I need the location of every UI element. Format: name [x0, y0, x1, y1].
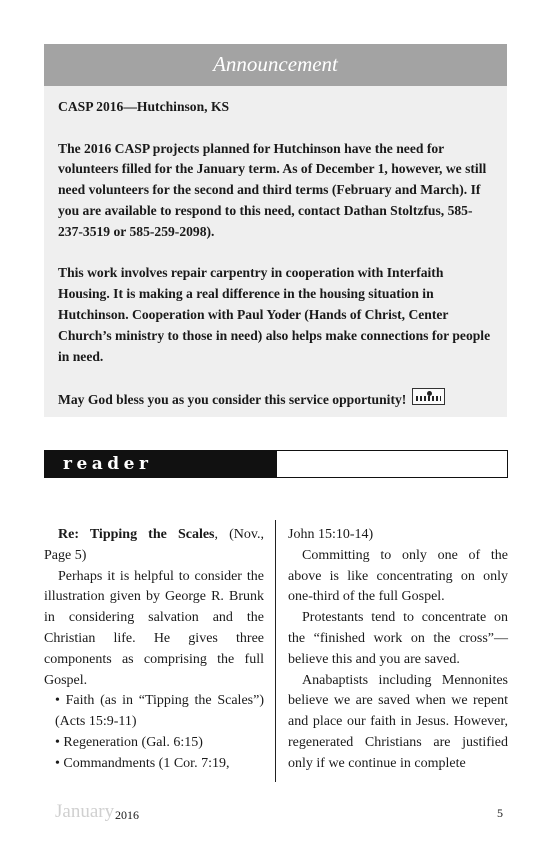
response-paragraph: Perhaps it is helpful to consider the illustration given by George R. Brunk in considering salvation and the Christian life. He gives three components as comprising the full Gospel. [44, 568, 264, 688]
reader-response-label: reader response [45, 451, 277, 477]
response-reference [44, 525, 264, 567]
announcement-closing-text: May God bless you as you consider this service opportunity! [58, 392, 407, 408]
response-source: , (Nov., Page 5) [44, 527, 264, 563]
announcement-paragraph: This work involves repair carpentry in cooperation with Interfaith Housing. It is making a real difference in the housing situation in Hutchinson. Cooperation with Paul Yoder (Hands of Christ, Center Church’s ministry to those in need) also helps make connections for people in need. [58, 265, 491, 364]
announcement-paragraph: The 2016 CASP projects planned for Hutchinson have the need for volunteers filled for the January term. As of December 1, however, we still need volunteers for the second and third terms (February and March). If you are available to respond to this need, contact Dathan Stoltzfus, 585-237-3519 or 585-259-2098). [58, 140, 487, 239]
response-bullet: • Commandments (1 Cor. 7:19, [55, 755, 230, 771]
landscape-icon [412, 388, 445, 405]
column-left [44, 525, 264, 775]
response-paragraph: Committing to only one of the above is like concentrating on only one-third of the full Gospel. [288, 547, 508, 605]
reader-response-bar [44, 450, 508, 500]
response-paragraph: Anabaptists including Mennonites believe we are saved when we repent and place our faith in Jesus. However, regenerated Christians are justified only if we continue in complete [288, 672, 508, 771]
announcement-title: CASP 2016—Hutchinson, KS [58, 99, 230, 114]
footer-month: January [55, 801, 115, 822]
announcement-body [44, 86, 507, 411]
response-continuation: John 15:10-14) [288, 527, 374, 542]
announcement-heading: Announcement [44, 44, 507, 86]
column-divider [275, 520, 276, 782]
announcement-closing [58, 388, 493, 411]
column-right [288, 525, 508, 775]
response-paragraph: Protestants tend to concentrate on the “finished work on the cross”—believe this and you are saved. [288, 610, 508, 667]
response-title: Re: Tipping the Scales [58, 527, 215, 542]
page-number: 5 [497, 806, 503, 820]
announcement-box [44, 44, 507, 417]
response-bullet: • Faith (as in “Tipping the Scales”) (Acts 15:9-11) [55, 693, 264, 730]
footer-year: 2016 [115, 808, 139, 822]
response-bullet: • Regeneration (Gal. 6:15) [55, 734, 203, 750]
